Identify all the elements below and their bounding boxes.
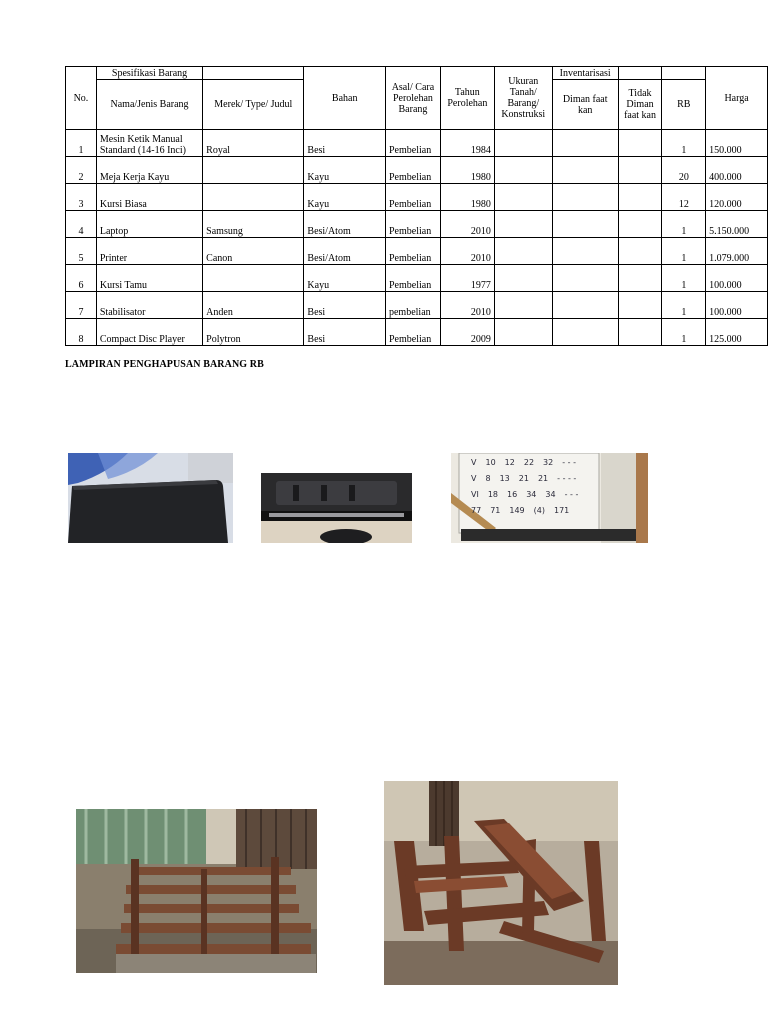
cell-tidak	[618, 211, 662, 238]
cell-no: 4	[66, 211, 97, 238]
photo-printer	[261, 473, 412, 543]
whiteboard-mark: 16	[507, 490, 518, 499]
cell-dimanfaatkan	[552, 319, 618, 346]
whiteboard-mark: V	[471, 458, 477, 467]
cell-ukuran	[494, 238, 552, 265]
cell-nama: Kursi Tamu	[96, 265, 202, 292]
cell-tidak	[618, 238, 662, 265]
cell-no: 1	[66, 130, 97, 157]
cell-nama: Kursi Biasa	[96, 184, 202, 211]
whiteboard-mark: 21	[518, 474, 529, 483]
cell-harga: 1.079.000	[706, 238, 768, 265]
whiteboard-line	[471, 455, 587, 471]
cell-tidak	[618, 130, 662, 157]
lampiran-title: LAMPIRAN PENGHAPUSAN BARANG RB	[65, 359, 264, 370]
photo-stabilisator	[451, 453, 648, 543]
cell-harga: 125.000	[706, 319, 768, 346]
whiteboard-mark: VI	[471, 490, 479, 499]
cell-nama: Stabilisator	[96, 292, 202, 319]
col-header-merek: Merek/ Type/ Judul	[203, 80, 304, 130]
cell-merek: Anden	[203, 292, 304, 319]
cell-harga: 150.000	[706, 130, 768, 157]
cell-tahun: 2010	[440, 292, 494, 319]
cell-dimanfaatkan	[552, 292, 618, 319]
col-header-bahan: Bahan	[304, 67, 386, 130]
whiteboard-mark: 8	[485, 474, 491, 483]
cell-ukuran	[494, 265, 552, 292]
whiteboard-mark: - - -	[562, 458, 576, 467]
cell-dimanfaatkan	[552, 184, 618, 211]
cell-ukuran	[494, 319, 552, 346]
cell-harga: 400.000	[706, 157, 768, 184]
cell-bahan: Besi/Atom	[304, 238, 386, 265]
cell-harga: 100.000	[706, 265, 768, 292]
cell-bahan: Besi	[304, 130, 386, 157]
cell-merek	[203, 265, 304, 292]
whiteboard-mark: 34	[526, 490, 537, 499]
whiteboard-mark: - - - -	[557, 474, 577, 483]
col-header-harga: Harga	[706, 67, 768, 130]
cell-tahun: 1980	[440, 184, 494, 211]
cell-tidak	[618, 265, 662, 292]
whiteboard-mark: 77	[471, 506, 482, 515]
whiteboard-mark: 18	[487, 490, 499, 499]
col-header-blank-3	[662, 67, 706, 80]
whiteboard-mark: 171	[554, 506, 570, 515]
cell-merek: Canon	[203, 238, 304, 265]
col-header-nama: Nama/Jenis Barang	[96, 80, 202, 130]
cell-merek	[203, 184, 304, 211]
cell-asal: Pembelian	[385, 238, 440, 265]
cell-rb: 1	[662, 292, 706, 319]
photo-laptop	[68, 453, 233, 543]
cell-asal: pembelian	[385, 292, 440, 319]
whiteboard-mark: 149	[509, 506, 525, 515]
cell-nama: Compact Disc Player	[96, 319, 202, 346]
cell-ukuran	[494, 211, 552, 238]
cell-tahun: 1977	[440, 265, 494, 292]
table-row	[66, 157, 768, 184]
cell-bahan: Kayu	[304, 184, 386, 211]
cell-harga: 5.150.000	[706, 211, 768, 238]
col-header-inventarisasi: Inventarisasi	[552, 67, 618, 80]
cell-merek: Polytron	[203, 319, 304, 346]
cell-rb: 12	[662, 184, 706, 211]
table-row	[66, 238, 768, 265]
cell-tahun: 1984	[440, 130, 494, 157]
cell-bahan: Kayu	[304, 157, 386, 184]
col-header-blank-2	[618, 67, 662, 80]
cell-ukuran	[494, 130, 552, 157]
whiteboard-mark: - - -	[564, 490, 579, 499]
cell-no: 2	[66, 157, 97, 184]
inventory-table	[65, 66, 768, 346]
cell-ukuran	[494, 292, 552, 319]
cell-merek: Samsung	[203, 211, 304, 238]
cell-ukuran	[494, 157, 552, 184]
col-header-blank	[203, 67, 304, 80]
cell-nama: Meja Kerja Kayu	[96, 157, 202, 184]
whiteboard-mark: 34	[545, 490, 556, 499]
table-row	[66, 130, 768, 157]
photo-kursi-kayu	[384, 781, 618, 985]
cell-tahun: 2009	[440, 319, 494, 346]
whiteboard-mark: 10	[485, 458, 496, 467]
cell-merek	[203, 157, 304, 184]
whiteboard-tally	[471, 455, 587, 519]
cell-tahun: 2010	[440, 211, 494, 238]
whiteboard-line	[471, 503, 587, 519]
cell-dimanfaatkan	[552, 238, 618, 265]
whiteboard-mark: 13	[499, 474, 510, 483]
cell-bahan: Besi	[304, 292, 386, 319]
cell-dimanfaatkan	[552, 265, 618, 292]
col-header-ukuran: Ukuran Tanah/ Barang/ Konstruksi	[494, 67, 552, 130]
cell-tahun: 1980	[440, 157, 494, 184]
whiteboard-mark: 32	[543, 458, 554, 467]
cell-tahun: 2010	[440, 238, 494, 265]
col-header-dimanfaatkan: Diman faat kan	[552, 80, 618, 130]
cell-rb: 1	[662, 238, 706, 265]
cell-rb: 1	[662, 130, 706, 157]
cell-tidak	[618, 292, 662, 319]
cell-asal: Pembelian	[385, 130, 440, 157]
cell-nama: Mesin Ketik Manual Standard (14-16 Inci)	[96, 130, 202, 157]
col-header-tahun: Tahun Perolehan	[440, 67, 494, 130]
cell-nama: Laptop	[96, 211, 202, 238]
whiteboard-line	[471, 487, 587, 503]
col-header-rb: RB	[662, 80, 706, 130]
table-row	[66, 319, 768, 346]
cell-asal: Pembelian	[385, 265, 440, 292]
whiteboard-mark: 21	[537, 474, 549, 483]
cell-harga: 100.000	[706, 292, 768, 319]
cell-dimanfaatkan	[552, 211, 618, 238]
whiteboard-mark: (4)	[533, 506, 545, 515]
cell-merek: Royal	[203, 130, 304, 157]
cell-rb: 1	[662, 211, 706, 238]
whiteboard-mark: 71	[490, 506, 501, 515]
whiteboard-mark: 22	[523, 458, 535, 467]
cell-ukuran	[494, 184, 552, 211]
whiteboard-mark: 12	[504, 458, 515, 467]
cell-bahan: Besi/Atom	[304, 211, 386, 238]
table-row	[66, 211, 768, 238]
cell-dimanfaatkan	[552, 130, 618, 157]
table-row	[66, 265, 768, 292]
col-header-no: No.	[66, 67, 97, 130]
whiteboard-mark: V	[471, 474, 477, 483]
cell-bahan: Besi	[304, 319, 386, 346]
cell-tidak	[618, 157, 662, 184]
whiteboard-line	[471, 471, 587, 487]
cell-no: 5	[66, 238, 97, 265]
cell-asal: Pembelian	[385, 211, 440, 238]
cell-asal: Pembelian	[385, 319, 440, 346]
cell-no: 7	[66, 292, 97, 319]
col-header-asal: Asal/ Cara Perolehan Barang	[385, 67, 440, 130]
cell-bahan: Kayu	[304, 265, 386, 292]
table-row	[66, 292, 768, 319]
col-header-spesifikasi: Spesifikasi Barang	[96, 67, 202, 80]
col-header-tidak-dimanfaatkan: Tidak Diman faat kan	[618, 80, 662, 130]
cell-rb: 20	[662, 157, 706, 184]
cell-asal: Pembelian	[385, 184, 440, 211]
cell-nama: Printer	[96, 238, 202, 265]
cell-tidak	[618, 319, 662, 346]
table-row	[66, 184, 768, 211]
cell-no: 3	[66, 184, 97, 211]
cell-rb: 1	[662, 265, 706, 292]
cell-asal: Pembelian	[385, 157, 440, 184]
cell-dimanfaatkan	[552, 157, 618, 184]
cell-no: 8	[66, 319, 97, 346]
cell-no: 6	[66, 265, 97, 292]
cell-harga: 120.000	[706, 184, 768, 211]
cell-rb: 1	[662, 319, 706, 346]
cell-tidak	[618, 184, 662, 211]
photo-meja-kayu	[76, 809, 317, 973]
